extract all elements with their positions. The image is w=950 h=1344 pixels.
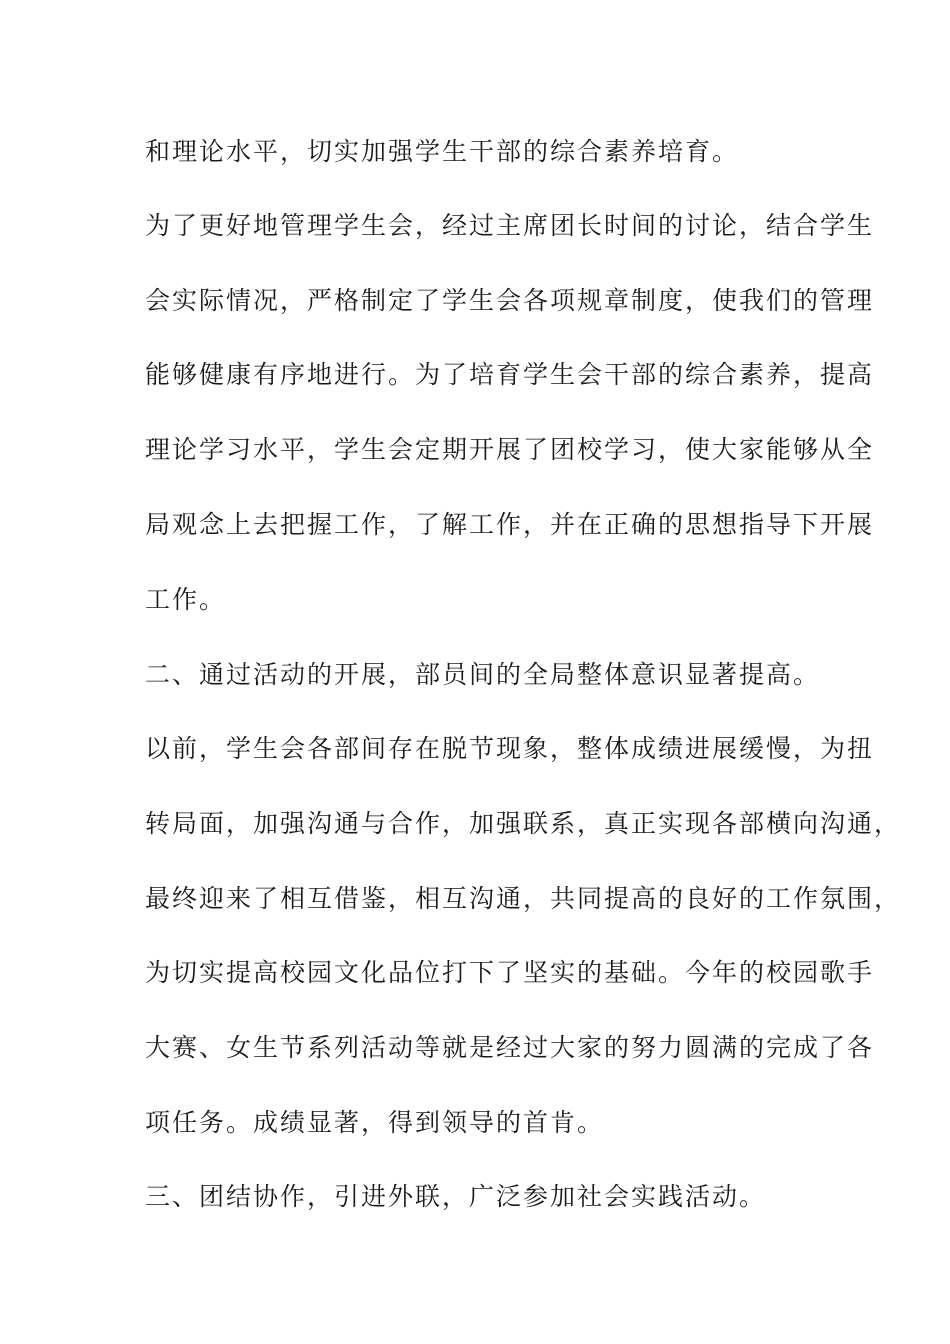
text-line: 为了更好地管理学生会，经过主席团长时间的讨论，结合学生 [145,211,875,240]
text-line: 和理论水平，切实加强学生干部的综合素养培育。 [145,137,740,166]
text-line: 能够健康有序地进行。为了培育学生会干部的综合素养，提高 [145,360,875,389]
text-line: 以前，学生会各部间存在脱节现象，整体成绩进展缓慢，为扭 [145,734,875,763]
text-line: 局观念上去把握工作，了解工作，并在正确的思想指导下开展 [145,510,875,539]
text-line: 转局面，加强沟通与合作，加强联系，真正实现各部横向沟通， [145,809,902,838]
text-line: 为切实提高校园文化品位打下了坚实的基础。今年的校园歌手 [145,958,875,987]
section-heading: 三、团结协作，引进外联，广泛参加社会实践活动。 [145,1182,767,1211]
text-line: 会实际情况，严格制定了学生会各项规章制度，使我们的管理 [145,286,875,315]
text-line: 理论学习水平，学生会定期开展了团校学习，使大家能够从全 [145,435,875,464]
text-line: 项任务。成绩显著，得到领导的首肯。 [145,1108,605,1137]
text-line: 工作。 [145,585,227,614]
text-line: 大赛、女生节系列活动等就是经过大家的努力圆满的完成了各 [145,1033,875,1062]
section-heading: 二、通过活动的开展，部员间的全局整体意识显著提高。 [145,660,821,689]
text-line: 最终迎来了相互借鉴，相互沟通，共同提高的良好的工作氛围， [145,884,902,913]
